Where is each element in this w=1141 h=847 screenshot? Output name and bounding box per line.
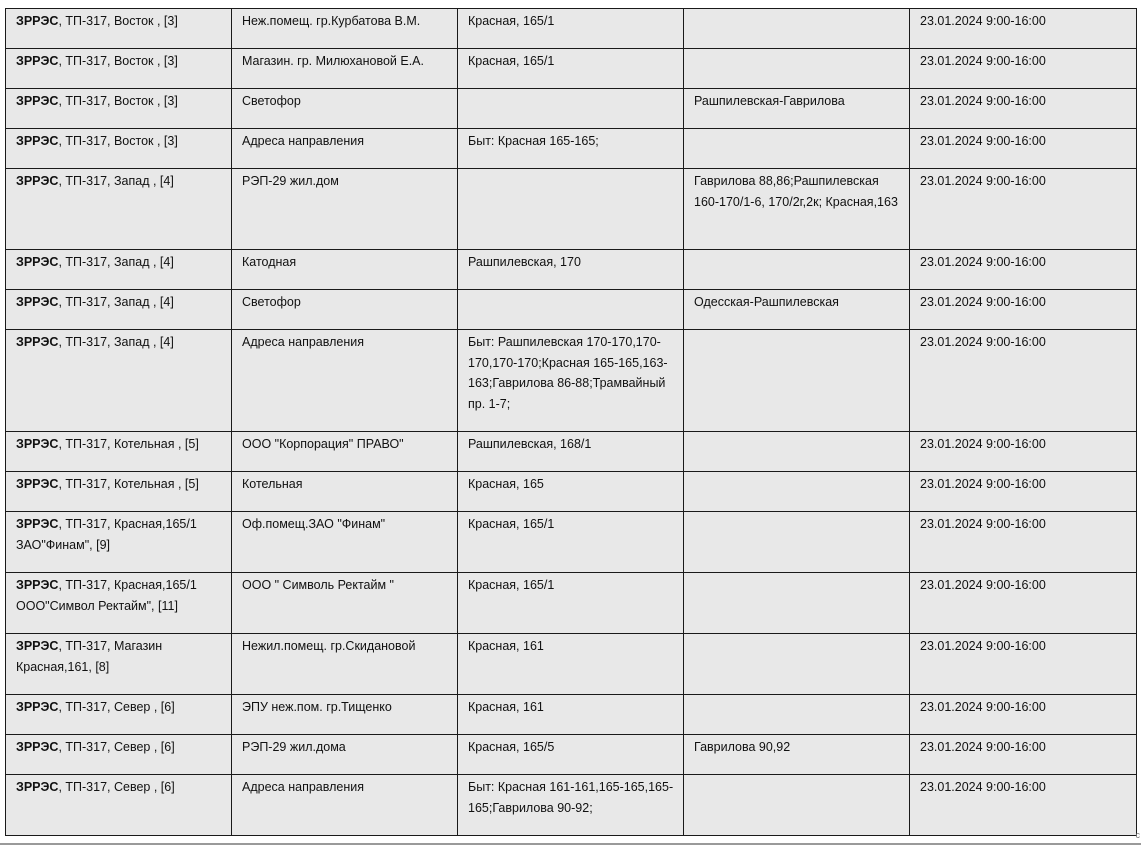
cell-address: Красная, 161	[458, 634, 684, 695]
res-name: ЗРРЭС	[16, 437, 59, 451]
cell-consumer: Котельная	[232, 472, 458, 512]
table-row	[6, 129, 1137, 169]
cell-feeder	[6, 250, 232, 290]
table-row	[6, 432, 1137, 472]
cell-streets: Одесская-Рашпилевская	[684, 290, 910, 330]
cell-feeder	[6, 169, 232, 250]
res-name: ЗРРЭС	[16, 295, 59, 309]
res-name: ЗРРЭС	[16, 134, 59, 148]
cell-address: Рашпилевская, 168/1	[458, 432, 684, 472]
cell-datetime: 23.01.2024 9:00-16:00	[910, 129, 1137, 169]
cell-consumer: ЭПУ неж.пом. гр.Тищенко	[232, 695, 458, 735]
cell-consumer: Светофор	[232, 89, 458, 129]
outage-sheet	[5, 8, 1136, 836]
res-name: ЗРРЭС	[16, 578, 59, 592]
cell-address: Красная, 165/1	[458, 573, 684, 634]
cell-streets	[684, 573, 910, 634]
corner-mark: с	[1135, 830, 1140, 840]
cell-consumer: Светофор	[232, 290, 458, 330]
table-row	[6, 89, 1137, 129]
cell-address: Красная, 165	[458, 472, 684, 512]
cell-consumer: Адреса направления	[232, 330, 458, 432]
cell-consumer: Катодная	[232, 250, 458, 290]
cell-consumer: ООО "Корпорация" ПРАВО"	[232, 432, 458, 472]
feeder-name: , ТП-317, Восток , [3]	[58, 14, 178, 28]
cell-consumer: РЭП-29 жил.дом	[232, 169, 458, 250]
res-name: ЗРРЭС	[16, 255, 59, 269]
feeder-name: , ТП-317, Север , [6]	[58, 700, 175, 714]
cell-address	[458, 169, 684, 250]
cell-streets	[684, 129, 910, 169]
cell-datetime: 23.01.2024 9:00-16:00	[910, 9, 1137, 49]
feeder-name: , ТП-317, Запад , [4]	[58, 295, 174, 309]
feeder-name: , ТП-317, Запад , [4]	[58, 174, 174, 188]
outage-table	[5, 8, 1137, 836]
cell-datetime: 23.01.2024 9:00-16:00	[910, 432, 1137, 472]
cell-datetime: 23.01.2024 9:00-16:00	[910, 330, 1137, 432]
cell-streets	[684, 512, 910, 573]
cell-feeder	[6, 695, 232, 735]
table-row	[6, 512, 1137, 573]
cell-datetime: 23.01.2024 9:00-16:00	[910, 735, 1137, 775]
cell-consumer: Магазин. гр. Милюхановой Е.А.	[232, 49, 458, 89]
cell-address: Быт: Красная 165-165;	[458, 129, 684, 169]
cell-streets	[684, 634, 910, 695]
cell-streets	[684, 432, 910, 472]
res-name: ЗРРЭС	[16, 94, 59, 108]
cell-feeder	[6, 512, 232, 573]
table-row	[6, 634, 1137, 695]
cell-streets	[684, 49, 910, 89]
cell-address: Быт: Рашпилевская 170-170,170-170,170-170;Красная 165-165,163-163;Гаврилова 86-88;Трамвайный пр. 1-7;	[458, 330, 684, 432]
cell-address	[458, 89, 684, 129]
table-body	[6, 9, 1137, 836]
page-bottom-divider	[0, 843, 1141, 845]
cell-datetime: 23.01.2024 9:00-16:00	[910, 695, 1137, 735]
table-row	[6, 169, 1137, 250]
table-row	[6, 330, 1137, 432]
feeder-name: , ТП-317, Красная,165/1 ООО"Символ Ректайм", [11]	[16, 578, 197, 613]
table-row	[6, 695, 1137, 735]
cell-consumer: Неж.помещ. гр.Курбатова В.М.	[232, 9, 458, 49]
cell-consumer: Оф.помещ.ЗАО "Финам"	[232, 512, 458, 573]
cell-streets	[684, 472, 910, 512]
cell-feeder	[6, 89, 232, 129]
cell-consumer: РЭП-29 жил.дома	[232, 735, 458, 775]
cell-feeder	[6, 573, 232, 634]
feeder-name: , ТП-317, Восток , [3]	[58, 54, 178, 68]
cell-streets	[684, 775, 910, 836]
cell-streets: Гаврилова 88,86;Рашпилевская 160-170/1-6, 170/2г,2к; Красная,163	[684, 169, 910, 250]
feeder-name: , ТП-317, Восток , [3]	[58, 94, 178, 108]
cell-consumer: Адреса направления	[232, 129, 458, 169]
cell-consumer: Адреса направления	[232, 775, 458, 836]
cell-streets	[684, 695, 910, 735]
cell-feeder	[6, 472, 232, 512]
cell-streets: Рашпилевская-Гаврилова	[684, 89, 910, 129]
res-name: ЗРРЭС	[16, 335, 59, 349]
cell-address: Красная, 165/5	[458, 735, 684, 775]
table-row	[6, 250, 1137, 290]
table-row	[6, 573, 1137, 634]
cell-address	[458, 290, 684, 330]
cell-datetime: 23.01.2024 9:00-16:00	[910, 573, 1137, 634]
res-name: ЗРРЭС	[16, 54, 59, 68]
res-name: ЗРРЭС	[16, 639, 59, 653]
cell-feeder	[6, 49, 232, 89]
cell-datetime: 23.01.2024 9:00-16:00	[910, 634, 1137, 695]
feeder-name: , ТП-317, Север , [6]	[58, 740, 175, 754]
cell-datetime: 23.01.2024 9:00-16:00	[910, 472, 1137, 512]
cell-streets	[684, 330, 910, 432]
table-row	[6, 472, 1137, 512]
cell-address: Красная, 165/1	[458, 9, 684, 49]
cell-streets	[684, 9, 910, 49]
cell-feeder	[6, 290, 232, 330]
res-name: ЗРРЭС	[16, 517, 59, 531]
cell-address: Красная, 165/1	[458, 49, 684, 89]
feeder-name: , ТП-317, Запад , [4]	[58, 255, 174, 269]
cell-consumer: ООО " Символь Ректайм "	[232, 573, 458, 634]
res-name: ЗРРЭС	[16, 14, 59, 28]
cell-datetime: 23.01.2024 9:00-16:00	[910, 290, 1137, 330]
table-row	[6, 775, 1137, 836]
cell-streets	[684, 250, 910, 290]
cell-address: Быт: Красная 161-161,165-165,165-165;Гаврилова 90-92;	[458, 775, 684, 836]
feeder-name: , ТП-317, Магазин Красная,161, [8]	[16, 639, 163, 674]
res-name: ЗРРЭС	[16, 780, 59, 794]
table-row	[6, 9, 1137, 49]
feeder-name: , ТП-317, Запад , [4]	[58, 335, 174, 349]
cell-feeder	[6, 129, 232, 169]
cell-address: Красная, 161	[458, 695, 684, 735]
feeder-name: , ТП-317, Красная,165/1 ЗАО"Финам", [9]	[16, 517, 197, 552]
cell-feeder	[6, 634, 232, 695]
cell-datetime: 23.01.2024 9:00-16:00	[910, 49, 1137, 89]
cell-datetime: 23.01.2024 9:00-16:00	[910, 512, 1137, 573]
res-name: ЗРРЭС	[16, 477, 59, 491]
feeder-name: , ТП-317, Котельная , [5]	[58, 437, 199, 451]
cell-datetime: 23.01.2024 9:00-16:00	[910, 169, 1137, 250]
cell-feeder	[6, 330, 232, 432]
cell-datetime: 23.01.2024 9:00-16:00	[910, 775, 1137, 836]
table-row	[6, 290, 1137, 330]
feeder-name: , ТП-317, Север , [6]	[58, 780, 175, 794]
table-row	[6, 735, 1137, 775]
cell-datetime: 23.01.2024 9:00-16:00	[910, 250, 1137, 290]
res-name: ЗРРЭС	[16, 174, 59, 188]
feeder-name: , ТП-317, Восток , [3]	[58, 134, 178, 148]
feeder-name: , ТП-317, Котельная , [5]	[58, 477, 199, 491]
cell-feeder	[6, 735, 232, 775]
res-name: ЗРРЭС	[16, 740, 59, 754]
cell-feeder	[6, 432, 232, 472]
cell-address: Красная, 165/1	[458, 512, 684, 573]
cell-datetime: 23.01.2024 9:00-16:00	[910, 89, 1137, 129]
cell-feeder	[6, 775, 232, 836]
cell-feeder	[6, 9, 232, 49]
cell-address: Рашпилевская, 170	[458, 250, 684, 290]
res-name: ЗРРЭС	[16, 700, 59, 714]
table-row	[6, 49, 1137, 89]
cell-streets: Гаврилова 90,92	[684, 735, 910, 775]
cell-consumer: Нежил.помещ. гр.Скидановой	[232, 634, 458, 695]
